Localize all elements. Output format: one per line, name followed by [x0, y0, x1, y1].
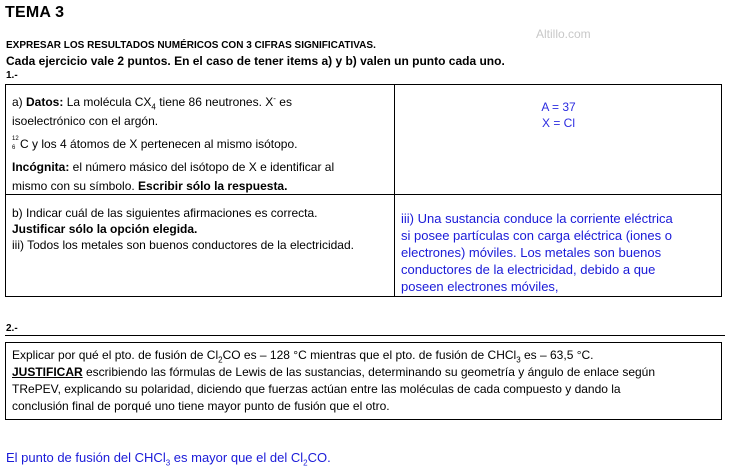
q1b-line-2: Justificar sólo la opción elegida. [12, 222, 198, 236]
answer-mass-number: A = 37 [541, 100, 576, 114]
q2-answer: El punto de fusión del CHCl$_3$ es mayor que el del $Cl_2CO$. [6, 450, 331, 468]
q1a-question [12, 93, 390, 196]
isotope-notation: 12 6 [12, 136, 19, 151]
q1a-line-2: isoelectrónico con el argón. [12, 114, 159, 128]
q1b-line-1: b) Indicar cuál de las siguientes afirmaciones es correcta. [12, 206, 318, 220]
q1b-answer-line: si posee partículas con carga eléctrica (iones o [401, 228, 672, 243]
justificar-label: JUSTIFICAR [12, 365, 83, 379]
q1a-line-4: Incógnita: el número másico del isótopo de X e identificar al [12, 160, 335, 174]
q1a-line-1: a) Datos: La molécula $CX_4$ tiene 86 neutrones. X- es [12, 94, 292, 112]
instruction-points: Cada ejercicio vale 2 puntos. En el caso de tener items a) y b) valen un punto cada uno. [6, 54, 505, 68]
q1b-answer-line: conductores de la electricidad, debido a que [401, 262, 656, 277]
q1b-answer-line: iii) Una sustancia conduce la corriente eléctrica [401, 211, 673, 226]
q1b-answer-line: poseen electrones móviles, [401, 279, 559, 294]
q1b-answer [401, 210, 719, 295]
q2-line-2: JUSTIFICAR escribiendo las fórmulas de Lewis de las sustancias, determinando su geometría y ángulo de enlace según [12, 365, 656, 379]
q1a-line-3: 12 6 C y los 4 átomos de X pertenecen al mismo isótopo. [12, 136, 298, 151]
q1b-question [12, 205, 392, 253]
q2-line-3: TRePEV, explicando su polaridad, diciendo que fuerzas actúan entre las moléculas de cada compuesto y dando la [12, 382, 621, 396]
datos-label: Datos: [26, 95, 64, 109]
answer-symbol: X = Cl [541, 116, 575, 130]
q1b-line-3: iii) Todos los metales son buenos conductores de la electricidad. [12, 238, 354, 252]
question-2-number: 2.- [6, 323, 18, 334]
q1a-line-5: mismo con su símbolo. Escribir sólo la respuesta. [12, 179, 288, 193]
incognita-label: Incógnita: [12, 160, 70, 174]
watermark: Altillo.com [536, 27, 591, 41]
q2-question [12, 347, 720, 415]
q1b-answer-line: electrones) móviles. Los metales son buenos [401, 245, 662, 260]
q2-line-1: Explicar por qué el pto. de fusión de $Cl_2CO$ es – 128 °C mientras que el pto. de fusión de CHCl$_3$ es – 63,5 °C. [12, 348, 594, 365]
q1a-answer [395, 99, 722, 131]
separator-rule [5, 335, 725, 336]
question-1-number: 1.- [6, 70, 18, 81]
instruction-significant-figures: EXPRESAR LOS RESULTADOS NUMÉRICOS CON 3 CIFRAS SIGNIFICATIVAS. [6, 40, 376, 51]
q2-line-4: conclusión final de porqué uno tiene mayor punto de fusión que el otro. [12, 399, 390, 413]
page-title: TEMA 3 [5, 4, 65, 21]
